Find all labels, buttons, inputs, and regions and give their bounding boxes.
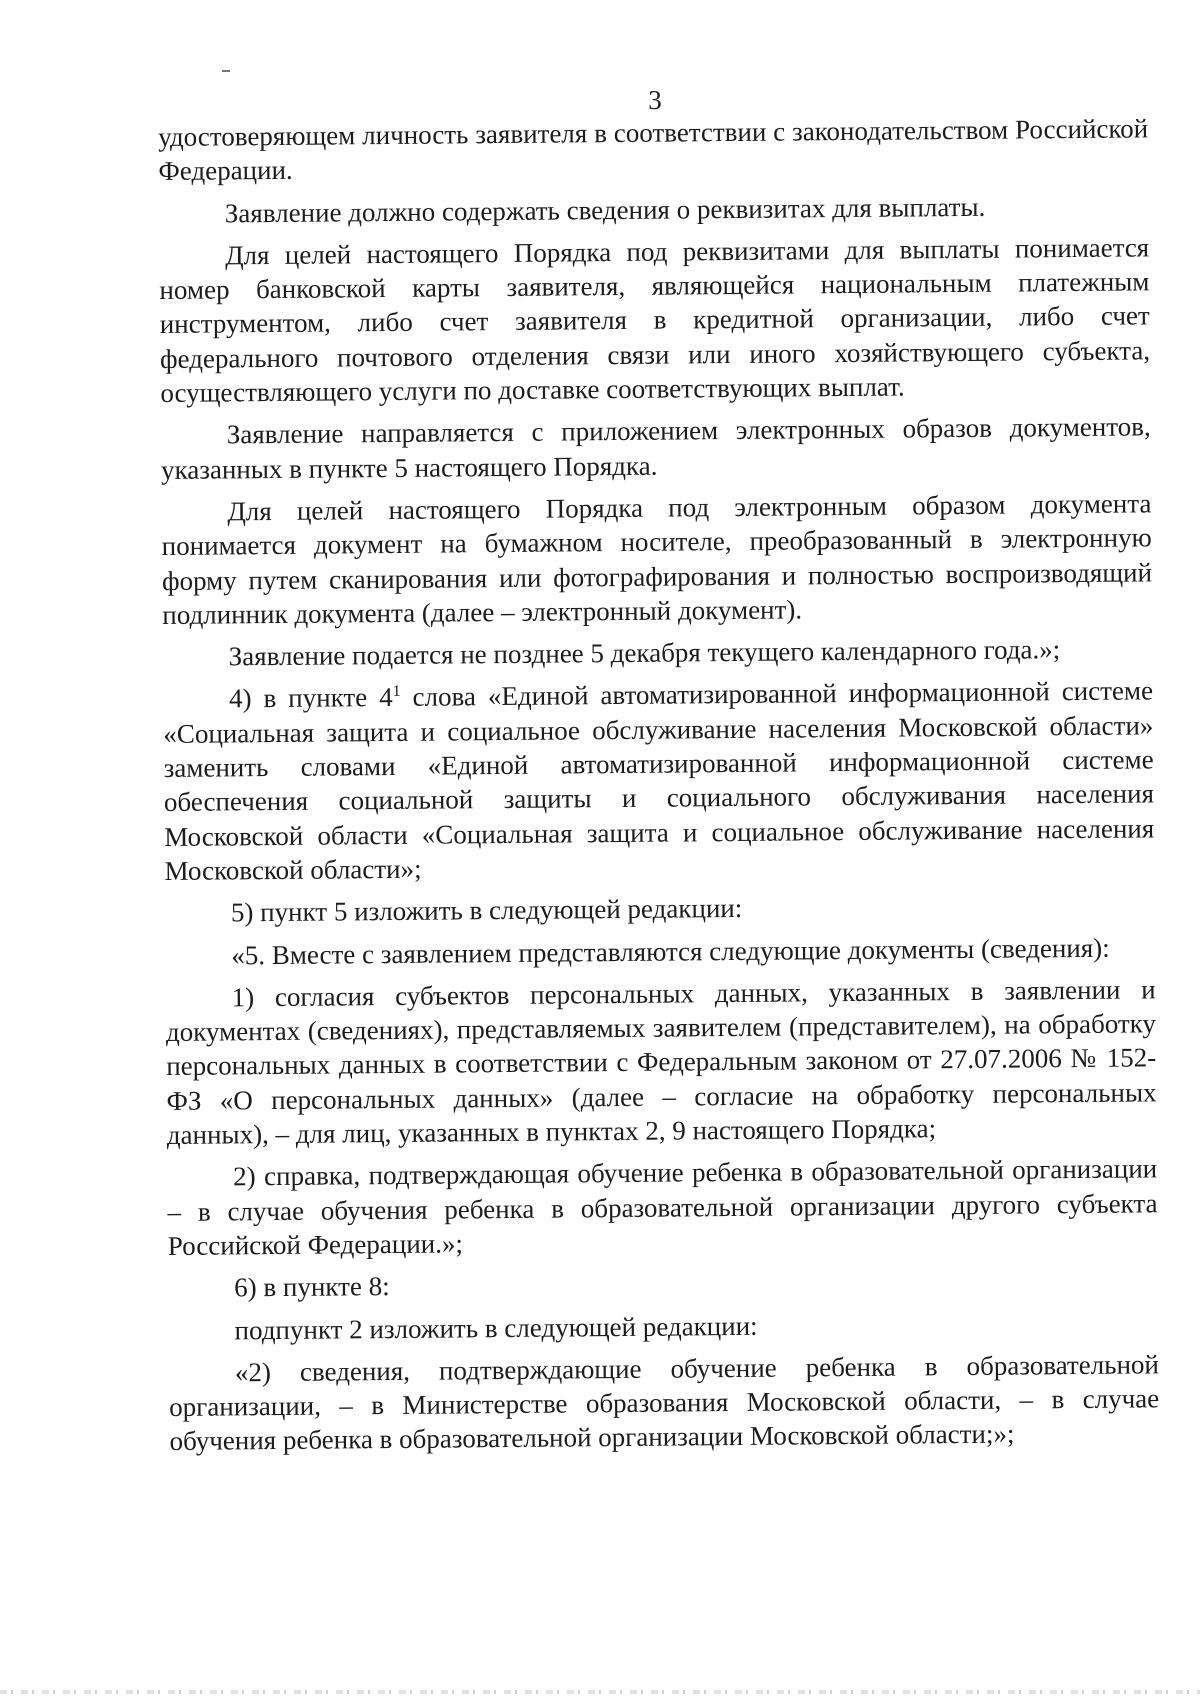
paragraph-item-4 bbox=[163, 674, 1155, 888]
scan-noise-strip bbox=[0, 1690, 1200, 1694]
scan-artifact-mark bbox=[222, 70, 230, 72]
paragraph-subpoint-2-text: «2) сведения, подтверждающие обучение ребенка в образовательной организации, – в Министерстве образования Московской области, – в случае обучения ребенка в образовательной организации Московской области;»; bbox=[169, 1349, 1160, 1457]
page-number: 3 bbox=[648, 85, 662, 115]
paragraph-requisites-required: Заявление должно содержать сведения о реквизитах для выплаты. bbox=[224, 191, 986, 229]
paragraph-deadline: Заявление подается не позднее 5 декабря текущего календарного года.»; bbox=[228, 634, 1061, 672]
item-4-before: 4) в пункте 4 bbox=[228, 682, 393, 714]
paragraph-electronic-document-definition: Для целей настоящего Порядка под электронным образом документа понимается документ на бумажном носителе, преобразованный в электронную форму путем сканирования или фотографирования и полностью воспроизводящий подлинник документа (далее – электронный документ). bbox=[161, 488, 1153, 630]
paragraph-electronic-images: Заявление направляется с приложением электронных образов документов, указанных в пункте 5 настоящего Порядка. bbox=[160, 411, 1151, 485]
item-4-superscript: 1 bbox=[392, 683, 401, 701]
paragraph-continuation: удостоверяющем личность заявителя в соответствии с законодательством Российской Федерации. bbox=[158, 113, 1149, 187]
paragraph-subpoint-2-edit: подпункт 2 изложить в следующей редакции: bbox=[234, 1310, 758, 1345]
paragraph-subitem-1-consents: 1) согласия субъектов персональных данных, указанных в заявлении и документах (сведениях), представляемых заявителем (представителем), на обработку персональных данных в соответствии с Федеральным законом от 27.07.2006 № 152-ФЗ «О персональных данных» (далее – согласие на обработку персональных данных), – для лиц, указанных в пунктах 2, 9 настоящего Порядка; bbox=[165, 974, 1157, 1150]
paragraph-point-5-text: «5. Вместе с заявлением представляются следующие документы (сведения): bbox=[231, 932, 1110, 970]
paragraph-item-5: 5) пункт 5 изложить в следующей редакции: bbox=[230, 893, 743, 928]
paragraph-item-6: 6) в пункте 8: bbox=[234, 1271, 390, 1303]
paragraph-subitem-2-certificate: 2) справка, подтверждающая обучение ребенка в образовательной организации – в случае обучения ребенка в образовательной организации другого субъекта Российской Федерации.»; bbox=[167, 1153, 1158, 1261]
document-body bbox=[158, 111, 1160, 1466]
paragraph-requisites-definition: Для целей настоящего Порядка под реквизитами для выплаты понимается номер банковской карты заявителя, являющейся национальным платежным инструментом, либо счет заявителя в кредитной организации, либо счет федерального почтового отделения связи или иного хозяйствующего субъекта, осуществляющего услуги по доставке соответствующих выплат. bbox=[159, 232, 1151, 409]
item-4-after: слова «Единой автоматизированной информационной системе «Социальная защита и социальное обслуживание населения Московской области» заменить словами «Единой автоматизированной информационной системе обеспечения социальной защиты и социального обслуживания населения Московской области «Социальная защита и социальное обслуживание населения Московской области»; bbox=[163, 675, 1155, 886]
